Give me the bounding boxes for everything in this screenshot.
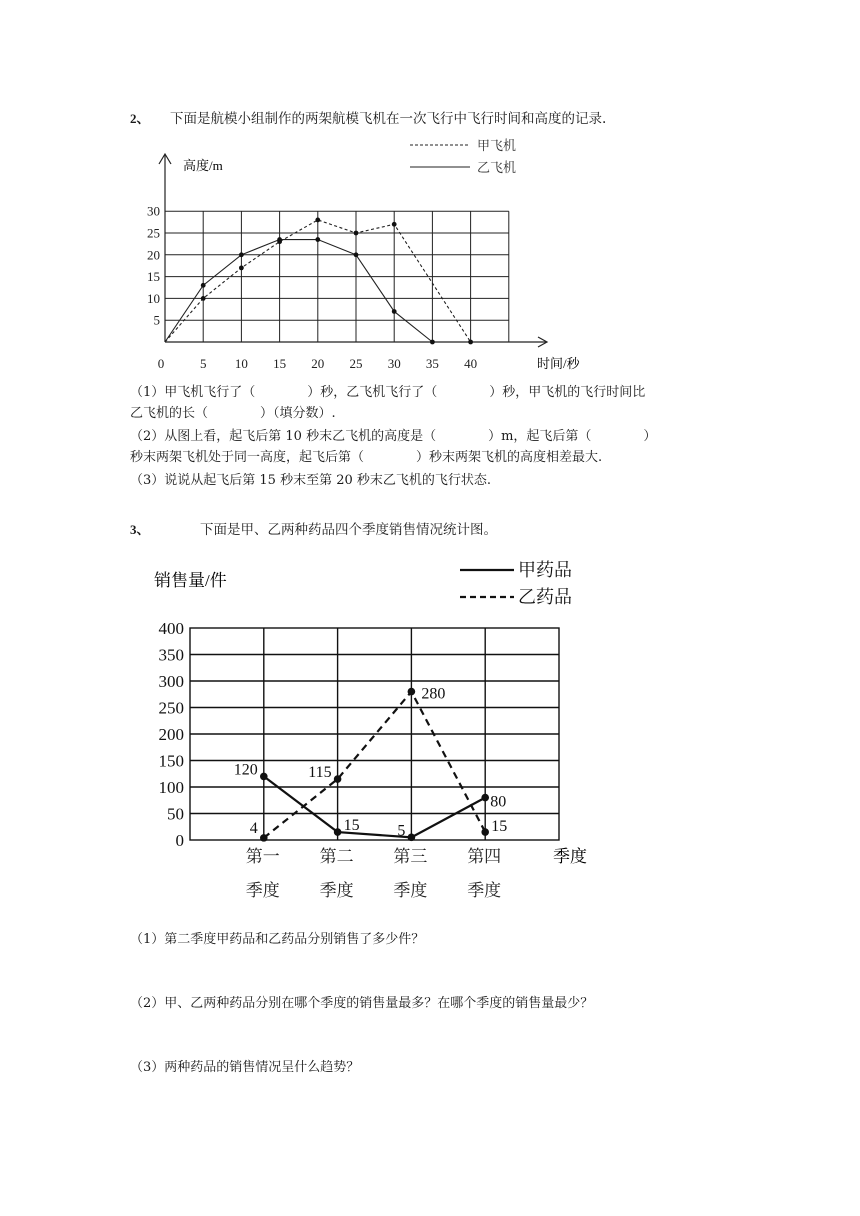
q2-data-point	[354, 231, 359, 236]
q3-y-tick-label: 50	[167, 804, 184, 824]
q3-x-tick-label: 季度	[245, 881, 280, 900]
q2-series	[165, 218, 473, 345]
q2-legend	[410, 138, 516, 175]
q3-y-tick-label: 150	[158, 751, 184, 771]
q3-data-label: 120	[233, 761, 258, 779]
q2-y-tick-label: 15	[147, 269, 160, 285]
q3-data-label: 15	[343, 817, 360, 835]
q3-x-axis-label: 季度	[553, 847, 587, 866]
q3-x-tick-label: 季度	[467, 881, 502, 900]
q3-chart	[140, 548, 610, 910]
q3-data-point	[481, 794, 489, 802]
q2-sub2-line1: （2）从图上看，起飞后第 10 秒末乙飞机的高度是（ ）m，起飞后第（ ）	[130, 429, 657, 444]
q2-x-tick-label: 20	[311, 356, 325, 371]
q2-y-tick-label: 30	[147, 203, 160, 219]
q3-data-point	[481, 828, 489, 836]
q2-sub1-line2: 乙飞机的长（ ）（填分数）.	[130, 406, 336, 421]
q3-y-tick-label: 0	[175, 831, 184, 850]
q3-number: 3、	[130, 522, 150, 537]
q2-sub2-line2: 秒末两架飞机处于同一高度，起飞后第（ ）秒末两架飞机的高度相差最大.	[130, 450, 603, 465]
q3-y-tick-label: 400	[158, 619, 184, 638]
q3-x-tick-label: 第二	[319, 847, 354, 866]
q3-data-point	[260, 834, 268, 842]
q2-title: 下面是航模小组制作的两架航模飞机在一次飞行中飞行时间和高度的记录.	[170, 111, 607, 127]
q2-data-point	[354, 252, 359, 257]
q3-data-point	[408, 834, 416, 842]
q2-y-tick-label: 20	[147, 247, 160, 263]
q3-y-tick-label: 300	[158, 672, 184, 691]
q2-y-axis-label: 高度/m	[183, 158, 223, 173]
q2-x-tick-label: 10	[234, 356, 248, 371]
q2-sub3: （3）说说从起飞后第 15 秒末至第 20 秒末乙飞机的飞行状态.	[130, 473, 492, 488]
q2-x-tick-label: 30	[387, 356, 401, 371]
q2-x-tick-label: 5	[199, 356, 207, 371]
q3-sub1: （1）第二季度甲药品和乙药品分别销售了多少件？	[130, 932, 425, 947]
q3-data-point	[334, 775, 342, 783]
q3-data-label: 280	[421, 685, 446, 703]
q2-legend-label: 乙飞机	[477, 160, 517, 175]
q3-x-tick-label: 季度	[319, 881, 354, 900]
q2-data-point	[430, 340, 435, 345]
q3-x-tick-label: 第四	[467, 847, 502, 866]
q2-data-point	[392, 309, 397, 314]
q3-x-tick-label: 季度	[393, 881, 428, 900]
q2-y-tick-label: 25	[147, 225, 160, 241]
q3-data-point	[408, 688, 416, 696]
q3-y-tick-label: 350	[158, 645, 184, 665]
q2-data-point	[468, 340, 473, 345]
q2-data-point	[315, 237, 320, 242]
q2-x-tick-label: 35	[425, 356, 439, 371]
q2-chart	[140, 136, 760, 376]
q3-series	[234, 686, 507, 842]
q3-data-label: 4	[249, 819, 258, 837]
q2-y-tick-label: 10	[147, 290, 160, 306]
q2-tick-labels	[147, 204, 477, 371]
q3-series-line-1	[264, 776, 485, 840]
q3-tick-labels	[159, 619, 502, 900]
q2-data-point	[239, 252, 244, 257]
q2-axes	[159, 154, 547, 347]
q2-number: 2、	[130, 111, 150, 126]
q3-x-tick-label: 第三	[393, 847, 428, 866]
q2-data-point	[392, 222, 397, 227]
q3-data-label: 5	[397, 822, 406, 840]
q2-data-point	[201, 283, 206, 288]
q2-data-point	[201, 296, 206, 301]
q3-sub2: （2）甲、乙两种药品分别在哪个季度的销售量最多？在哪个季度的销售量最少？	[130, 996, 594, 1011]
q2-x-axis-label: 时间/秒	[537, 356, 580, 371]
q3-y-axis-label: 销售量/件	[154, 571, 227, 590]
q3-sub3: （3）两种药品的销售情况呈什么趋势？	[130, 1060, 360, 1075]
q2-x-tick-label: 15	[273, 356, 287, 371]
q3-data-label: 80	[490, 793, 507, 811]
q3-legend-label: 乙药品	[518, 587, 572, 607]
q2-x-tick-label: 0	[157, 356, 165, 371]
q2-y-tick-label: 5	[153, 312, 160, 328]
q3-data-point	[260, 773, 268, 781]
q2-sub1-line1: （1）甲飞机飞行了（ ）秒，乙飞机飞行了（ ）秒，甲飞机的飞行时间比	[130, 385, 646, 400]
q2-data-point	[239, 265, 244, 270]
q2-legend-label: 甲飞机	[477, 138, 517, 153]
q3-legend-label: 甲药品	[518, 560, 572, 580]
q3-x-tick-label: 第一	[245, 847, 280, 866]
q2-data-point	[277, 237, 282, 242]
q3-y-tick-label: 250	[158, 698, 184, 718]
q2-x-tick-label: 25	[349, 356, 363, 371]
q3-data-label: 15	[491, 818, 508, 836]
q3-y-tick-label: 100	[158, 778, 184, 797]
q2-data-point	[315, 218, 320, 223]
q2-x-tick-label: 40	[464, 356, 478, 371]
q3-title: 下面是甲、乙两种药品四个季度销售情况统计图。	[200, 522, 497, 538]
q3-data-label: 115	[308, 764, 332, 782]
q3-data-point	[334, 828, 342, 836]
q3-y-tick-label: 200	[158, 725, 184, 744]
q3-legend	[460, 560, 572, 607]
